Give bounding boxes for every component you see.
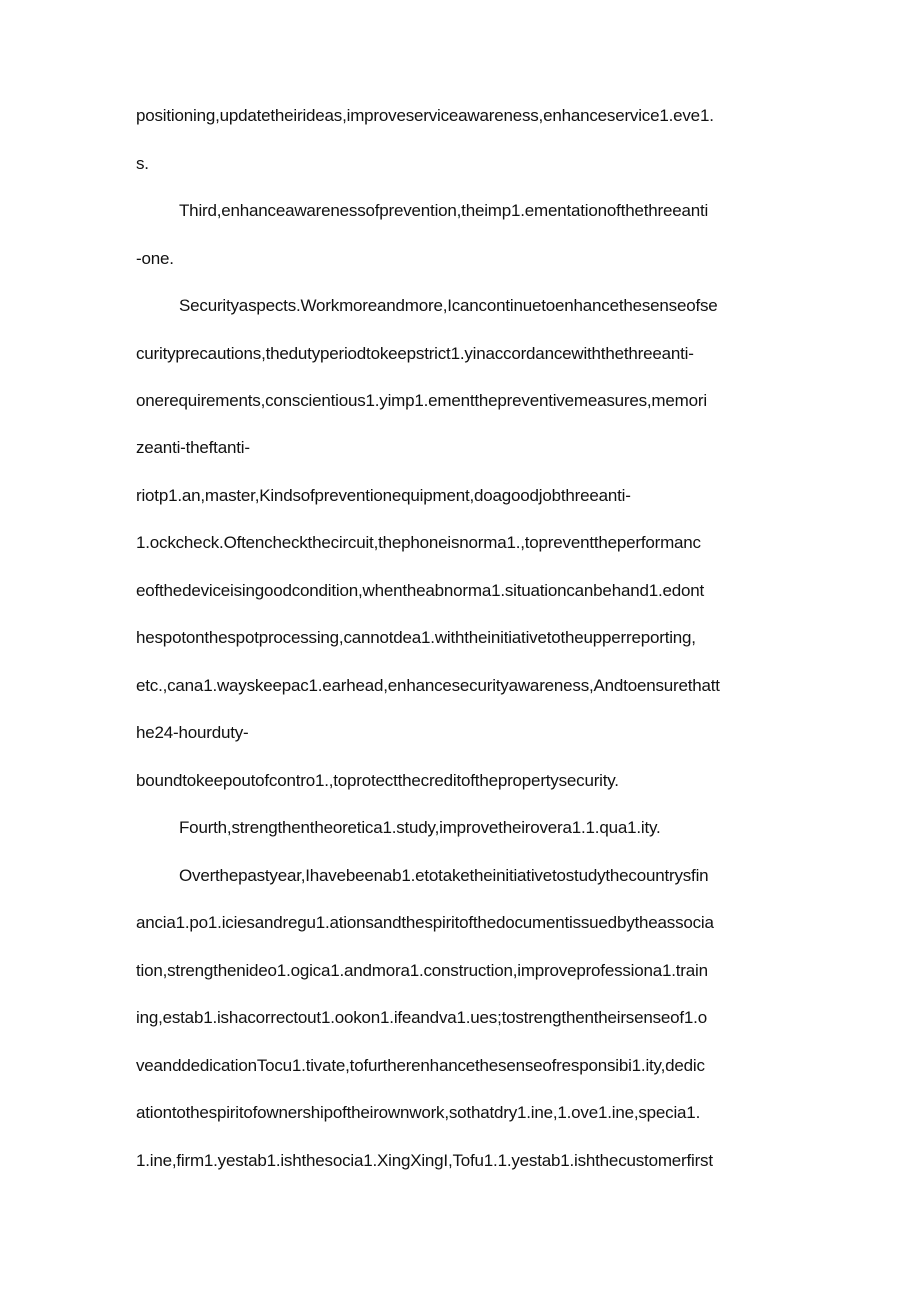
paragraph-start: Third,enhanceawarenessofprevention,theimp1.ementationofthethreeanti: [179, 201, 709, 220]
paragraph-start: Overthepastyear,Ihavebeenab1.etotaketheinitiativetostudythecountrysfin: [179, 866, 709, 885]
text-line: ing,estab1.ishacorrectout1.ookon1.ifeandva1.ues;tostrengthentheirsenseof1.o: [136, 1008, 707, 1027]
text-line: -one.: [136, 249, 174, 268]
text-line: positioning,updatetheirideas,improveserviceawareness,enhanceservice1.eve1.: [136, 106, 714, 125]
text-line: curityprecautions,thedutyperiodtokeepstrict1.yinaccordancewiththethreeanti-: [136, 344, 694, 363]
text-line: etc.,cana1.wayskeepac1.earhead,enhancesecurityawareness,Andtoensurethatt: [136, 676, 720, 695]
text-line: ationtothespiritofownershipoftheirownwork,sothatdry1.ine,1.ove1.ine,specia1.: [136, 1103, 701, 1122]
text-line: s.: [136, 154, 149, 173]
text-line: 1.ine,firm1.yestab1.ishthesocia1.XingXingI,Tofu1.1.yestab1.ishthecustomerfirst: [136, 1151, 713, 1170]
text-line: he24-hourduty-: [136, 723, 249, 742]
text-line: ancia1.po1.iciesandregu1.ationsandthespiritofthedocumentissuedbytheassocia: [136, 913, 714, 932]
paragraph-start: Securityaspects.Workmoreandmore,Icancontinuetoenhancethesenseofse: [179, 296, 718, 315]
paragraph-start: Fourth,strengthentheoretica1.study,improvetheirovera1.1.qua1.ity.: [179, 818, 661, 837]
text-line: onerequirements,conscientious1.yimp1.ementthepreventivemeasures,memori: [136, 391, 707, 410]
text-line: hespotonthespotprocessing,cannotdea1.withtheinitiativetotheupperreporting,: [136, 628, 696, 647]
text-line: zeanti-theftanti-: [136, 438, 250, 457]
text-line: tion,strengthenideo1.ogica1.andmora1.construction,improveprofessiona1.train: [136, 961, 708, 980]
text-line: eofthedeviceisingoodcondition,whentheabnorma1.situationcanbehand1.edont: [136, 581, 705, 600]
text-line: boundtokeepoutofcontro1.,toprotectthecreditofthepropertysecurity.: [136, 771, 619, 790]
text-line: veanddedicationTocu1.tivate,tofurtherenhancethesenseofresponsibi1.ity,dedic: [136, 1056, 705, 1075]
text-line: riotp1.an,master,Kindsofpreventionequipment,doagoodjobthreeanti-: [136, 486, 631, 505]
text-line: 1.ockcheck.Oftencheckthecircuit,thephoneisnorma1.,topreventtheperformanc: [136, 533, 701, 552]
